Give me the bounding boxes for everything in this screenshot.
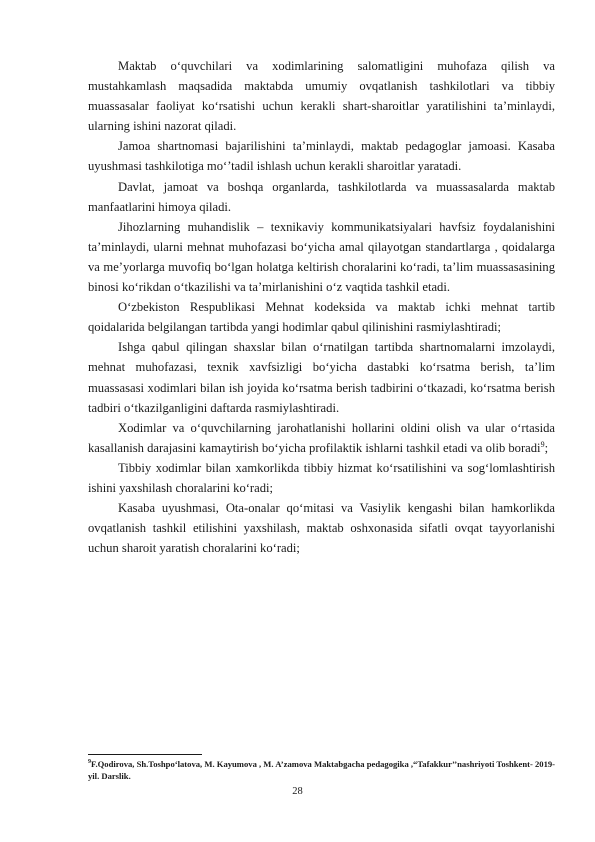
paragraph-7-text: Xodimlar va o‘quvchilarning jarohatlanishi hollarini oldini olish va ular o‘rtasida kasallanish darajasini kamaytirish bo‘yicha profilaktik ishlarni tashkil etadi va olib boradi — [88, 420, 555, 455]
paragraph-9: Kasaba uyushmasi, Ota-onalar qo‘mitasi va Vasiylik kengashi bilan hamkorlikda ovqatlanish tashkil etilishini yaxshilash, maktab oshxonasida sifatli ovqat tayyorlanishi uchun sharoit yaratish choralarini ko‘radi; — [88, 501, 555, 556]
paragraph-5: O‘zbekiston Respublikasi Mehnat kodeksida va maktab ichki mehnat tartib qoidalarida belgilangan tartibda yangi hodimlar qabul qilinishini rasmiylashtiradi; — [88, 300, 555, 335]
footnote — [88, 759, 558, 782]
footnote-text: F.Qodirova, Sh.Toshpo‘latova, M. Kayumova , M. A’zamova Maktabgacha pedagogika ,“Tafakkur’’nashriyoti Toshkent- 2019-yil. Darslik. — [88, 759, 556, 781]
paragraph-3: Davlat, jamoat va boshqa organlarda, tashkilotlarda va muassasalarda maktab manfaatlarini himoya qiladi. — [88, 179, 555, 214]
footnote-reference[interactable]: 9 — [540, 439, 545, 449]
footnote-marker: 9 — [88, 759, 91, 766]
paragraph-1: Maktab o‘quvchilari va xodimlarining salomatligini muhofaza qilish va mustahkamlash maqsadida maktabda umumiy ovqatlanish tashkilotlari va tibbiy muassasalar faoliyat ko‘rsatishi uchun kerakli shart-sharoitlar yaratilishini ta’minlaydi, ularning ishini nazorat qiladi. — [88, 59, 555, 134]
footnote-divider — [88, 754, 202, 755]
paragraph-6: Ishga qabul qilingan shaxslar bilan o‘rnatilgan tartibda shartnomalarni imzolaydi, mehnat muhofazasi, texnik xavfsizligi bo‘yicha dastabki ko‘rsatma berish, ta’lim muassasasi xodimlari bilan ish joyida ko‘rsatma berish tadbirini o‘tkazadi, ko‘rsatma berish tadbiri o‘tkazilganligini daftarda rasmiylashtiradi. — [88, 340, 555, 415]
footnote-reference-suffix: ; — [544, 440, 549, 455]
paragraph-2: Jamoa shartnomasi bajarilishini ta’minlaydi, maktab pedagoglar jamoasi. Kasaba uyushmasi tashkilotiga mo‘’tadil ishlash uchun kerakli sharoitlar yaratadi. — [88, 139, 555, 174]
paragraph-7 — [88, 418, 555, 458]
paragraph-8: Tibbiy xodimlar bilan xamkorlikda tibbiy hizmat ko‘rsatilishini va sog‘lomlashtirish ishini yaxshilash choralarini ko‘radi; — [88, 460, 555, 495]
page-number: 28 — [292, 786, 303, 797]
paragraph-4: Jihozlarning muhandislik – texnikaviy kommunikatsiyalari havfsiz foydalanishini ta’minlaydi, ularni mehnat muhofazasi bo‘yicha amal qilayotgan standartlarga , qoidalarga va me’yorlarga muvofiq bo‘lgan holatga keltirish choralarini ko‘radi, ta’lim muassasasining binosi ko‘rikdan o‘tkazilishi va ta’mirlanishini o‘z vaqtida tashkil etadi. — [88, 219, 555, 295]
page-body — [88, 56, 555, 558]
